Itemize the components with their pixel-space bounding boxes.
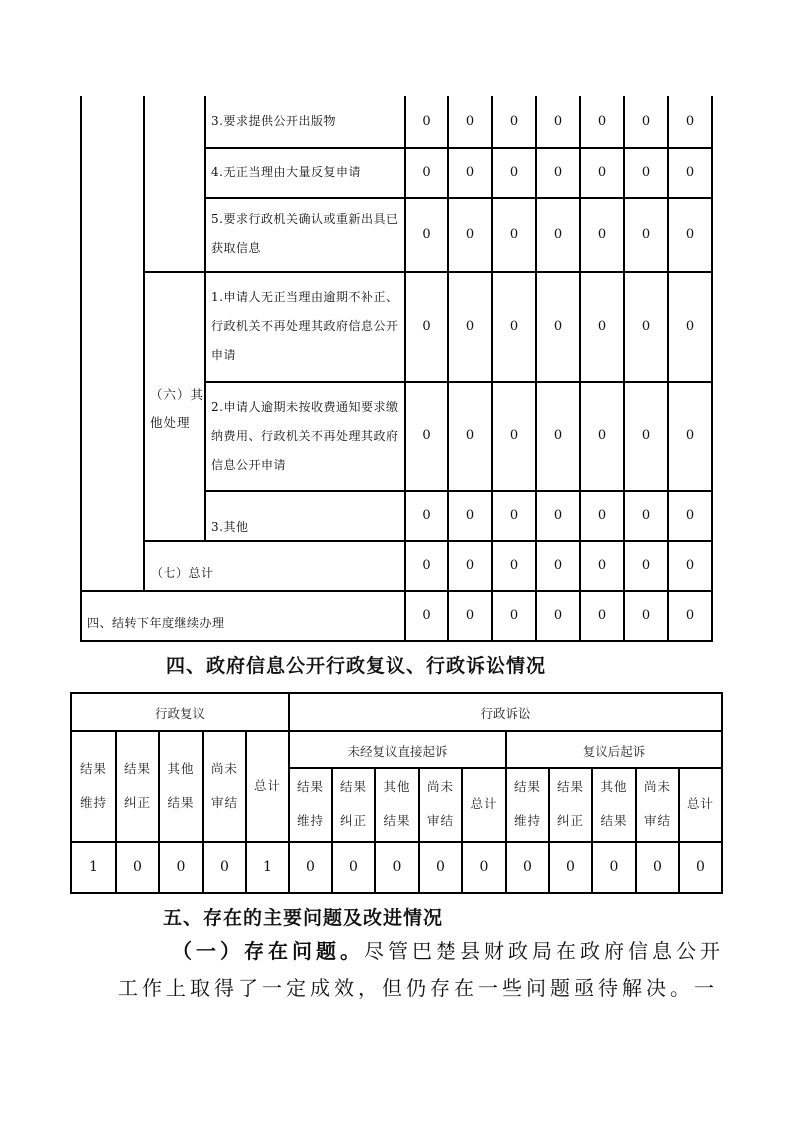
table-border — [80, 96, 82, 641]
row-label: 1.申请人无正当理由逾期不补正、行政机关不再处理其政府信息公开申请 — [211, 290, 399, 362]
section5-heading: 五、存在的主要问题及改进情况 — [163, 907, 444, 929]
review-column-header: 结果纠正 — [123, 760, 151, 810]
direct-suit-column-header: 结果纠正 — [339, 779, 367, 828]
value-cell: 0 — [597, 608, 607, 623]
value-cell: 0 — [465, 557, 475, 573]
after-review-column-header: 结果纠正 — [556, 779, 584, 828]
review-value-cell: 0 — [176, 858, 186, 875]
value-cell: 0 — [641, 507, 651, 523]
problems-paragraph-line2: 工作上取得了一定成效，但仍存在一些问题亟待解决。一 — [118, 976, 718, 1000]
after-review-value-cell: 0 — [653, 858, 662, 875]
direct-suit-value-cell: 0 — [349, 858, 358, 875]
value-cell: 0 — [553, 428, 563, 443]
value-cell: 0 — [597, 428, 607, 443]
review-column-header: 尚未审结 — [210, 760, 238, 810]
after-review-suit-header: 复议后起诉 — [582, 743, 646, 759]
after-review-column-header: 尚未审结 — [643, 779, 671, 828]
row-label: 4.无正当理由大量反复申请 — [211, 165, 361, 179]
value-cell: 0 — [685, 557, 695, 573]
value-cell: 0 — [641, 557, 651, 573]
after-review-column-header: 其他结果 — [600, 779, 628, 828]
group-label-other-handling: （六）其他处理 — [150, 387, 205, 430]
value-cell: 0 — [685, 507, 695, 523]
direct-suit-column-header: 尚未审结 — [426, 779, 454, 828]
value-cell: 0 — [422, 507, 431, 523]
after-review-value-cell: 0 — [609, 858, 619, 875]
value-cell: 0 — [685, 318, 695, 334]
value-cell: 0 — [685, 114, 695, 129]
value-cell: 0 — [509, 557, 519, 573]
problems-label: （一）存在问题。 — [172, 939, 364, 963]
value-cell: 0 — [509, 114, 519, 129]
value-cell: 0 — [597, 557, 607, 573]
direct-suit-value-cell: 0 — [436, 858, 445, 875]
value-cell: 0 — [641, 318, 651, 334]
value-cell: 0 — [509, 428, 519, 443]
value-cell: 0 — [509, 507, 519, 523]
review-value-cell: 0 — [133, 858, 142, 875]
value-cell: 0 — [597, 507, 607, 523]
table-border — [70, 892, 723, 894]
direct-suit-column-header: 其他结果 — [383, 779, 411, 828]
after-review-value-cell: 0 — [696, 858, 705, 875]
problems-paragraph-line1 — [172, 935, 724, 964]
value-cell: 0 — [422, 114, 431, 129]
review-value-cell: 1 — [89, 858, 98, 875]
value-cell: 0 — [465, 507, 475, 523]
value-cell: 0 — [422, 226, 431, 242]
value-cell: 0 — [685, 164, 695, 180]
direct-suit-value-cell: 0 — [306, 858, 315, 875]
value-cell: 0 — [509, 608, 519, 623]
review-column-header: 总计 — [253, 777, 281, 793]
direct-suit-value-cell: 0 — [392, 858, 402, 875]
value-cell: 0 — [685, 608, 695, 623]
value-cell: 0 — [553, 608, 563, 623]
review-value-cell: 0 — [220, 858, 229, 875]
review-column-header: 结果维持 — [79, 760, 107, 810]
value-cell: 0 — [597, 114, 607, 129]
row-label: 5.要求行政机关确认或重新出具已获取信息 — [211, 212, 399, 255]
direct-suit-column-header: 结果维持 — [296, 779, 324, 828]
value-cell: 0 — [641, 226, 651, 242]
value-cell: 0 — [597, 226, 607, 242]
value-cell: 0 — [553, 226, 563, 242]
value-cell: 0 — [465, 428, 475, 443]
direct-suit-header: 未经复议直接起诉 — [347, 743, 448, 759]
value-cell: 0 — [553, 507, 563, 523]
value-cell: 0 — [641, 428, 651, 443]
value-cell: 0 — [641, 114, 651, 129]
review-column-header: 其他结果 — [167, 760, 195, 810]
review-header: 行政复议 — [154, 706, 205, 721]
value-cell: 0 — [422, 318, 431, 334]
value-cell: 0 — [422, 608, 431, 623]
litigation-header: 行政诉讼 — [480, 706, 531, 721]
value-cell: 0 — [422, 557, 431, 573]
value-cell: 0 — [422, 164, 431, 180]
value-cell: 0 — [597, 318, 607, 334]
problems-text-1: 尽管巴楚县财政局在政府信息公开 — [364, 939, 724, 963]
value-cell: 0 — [685, 428, 695, 443]
direct-suit-column-header: 总计 — [470, 796, 498, 811]
value-cell: 0 — [465, 318, 475, 334]
table-border — [70, 692, 723, 694]
table-border — [143, 96, 145, 590]
value-cell: 0 — [509, 164, 519, 180]
after-review-value-cell: 0 — [566, 858, 575, 875]
value-cell: 0 — [465, 114, 475, 129]
review-value-cell: 1 — [263, 858, 272, 875]
value-cell: 0 — [553, 318, 563, 334]
value-cell: 0 — [465, 226, 475, 242]
value-cell: 0 — [685, 226, 695, 242]
value-cell: 0 — [553, 164, 563, 180]
direct-suit-value-cell: 0 — [479, 858, 489, 875]
row-label: （七）总计 — [151, 566, 214, 580]
row-label: 2.申请人逾期未按收费通知要求缴纳费用、行政机关不再处理其政府信息公开申请 — [211, 400, 399, 472]
value-cell: 0 — [465, 164, 475, 180]
value-cell: 0 — [422, 428, 431, 443]
value-cell: 0 — [641, 164, 651, 180]
value-cell: 0 — [509, 318, 519, 334]
after-review-column-header: 总计 — [686, 796, 714, 811]
after-review-value-cell: 0 — [523, 858, 532, 875]
row-label: 3.其他 — [211, 520, 249, 534]
row-label: 四、结转下年度继续办理 — [87, 616, 225, 630]
after-review-column-header: 结果维持 — [513, 779, 541, 828]
value-cell: 0 — [597, 164, 607, 180]
row-label: 3.要求提供公开出版物 — [211, 114, 336, 128]
value-cell: 0 — [465, 608, 475, 623]
section4-heading: 四、政府信息公开行政复议、行政诉讼情况 — [166, 655, 547, 677]
value-cell: 0 — [553, 557, 563, 573]
value-cell: 0 — [641, 608, 651, 623]
value-cell: 0 — [553, 114, 563, 129]
value-cell: 0 — [509, 226, 519, 242]
